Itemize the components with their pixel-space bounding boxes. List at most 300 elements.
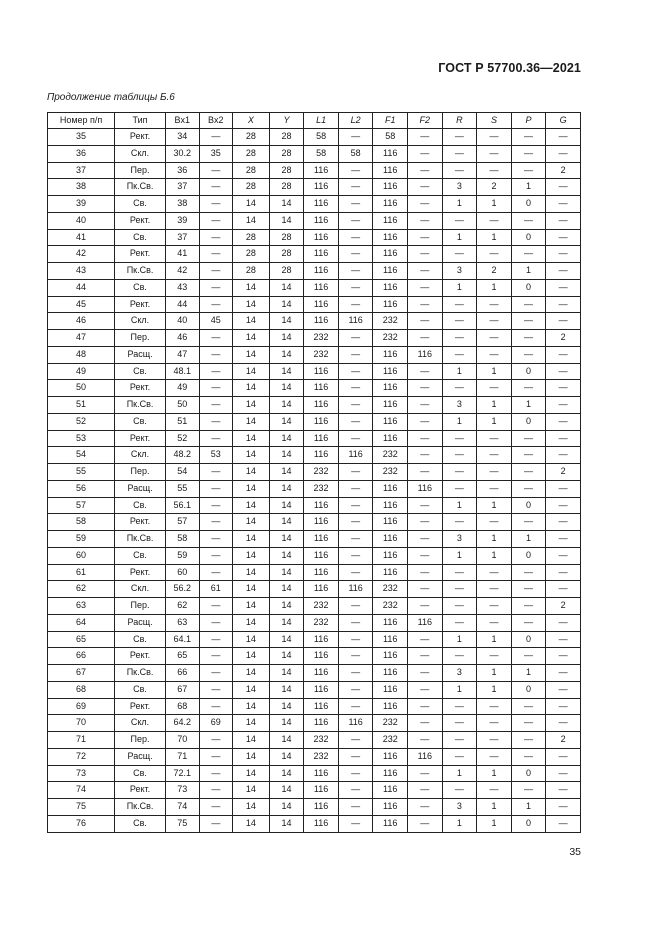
table-cell: — xyxy=(408,681,443,698)
table-cell: 76 xyxy=(48,815,115,832)
table-row xyxy=(48,748,581,765)
table-cell: 50 xyxy=(48,380,115,397)
table-cell: — xyxy=(199,782,233,799)
table-cell: 14 xyxy=(269,296,304,313)
table-cell: — xyxy=(511,464,546,481)
table-cell: — xyxy=(511,246,546,263)
table-cell: — xyxy=(477,380,512,397)
table-cell: — xyxy=(338,380,373,397)
table-cell: 116 xyxy=(373,480,408,497)
table-cell: 232 xyxy=(304,614,339,631)
table-cell: — xyxy=(338,782,373,799)
table-cell: 116 xyxy=(373,279,408,296)
table-cell: Св. xyxy=(115,547,166,564)
table-cell: 116 xyxy=(304,380,339,397)
table-cell: — xyxy=(477,581,512,598)
table-cell: — xyxy=(338,162,373,179)
table-cell: — xyxy=(477,564,512,581)
table-cell: — xyxy=(477,145,512,162)
column-header: L1 xyxy=(304,113,339,129)
table-cell: 14 xyxy=(269,665,304,682)
table-cell: — xyxy=(408,765,443,782)
table-cell: — xyxy=(338,330,373,347)
table-cell: — xyxy=(338,748,373,765)
table-cell: Пк.Св. xyxy=(115,179,166,196)
table-cell: — xyxy=(442,212,477,229)
data-table xyxy=(47,112,581,833)
column-header: Тип xyxy=(115,113,166,129)
table-cell: — xyxy=(442,782,477,799)
table-cell: 75 xyxy=(165,815,199,832)
table-cell: 36 xyxy=(165,162,199,179)
table-cell: 69 xyxy=(48,698,115,715)
table-row xyxy=(48,279,581,296)
table-cell: — xyxy=(408,179,443,196)
table-cell: 56.2 xyxy=(165,581,199,598)
table-cell: 37 xyxy=(48,162,115,179)
table-cell: 14 xyxy=(269,614,304,631)
table-cell: 116 xyxy=(304,631,339,648)
table-cell: — xyxy=(408,330,443,347)
table-cell: 58 xyxy=(165,531,199,548)
table-cell: — xyxy=(408,363,443,380)
table-cell: 116 xyxy=(373,397,408,414)
table-cell: — xyxy=(477,346,512,363)
table-cell: 14 xyxy=(269,363,304,380)
table-cell: — xyxy=(199,480,233,497)
table-cell: 3 xyxy=(442,263,477,280)
table-cell: 28 xyxy=(233,229,270,246)
table-cell: 116 xyxy=(304,196,339,213)
table-cell: Скл. xyxy=(115,145,166,162)
table-cell: Св. xyxy=(115,196,166,213)
table-cell: — xyxy=(442,313,477,330)
table-cell: — xyxy=(477,464,512,481)
table-cell: — xyxy=(546,380,581,397)
table-cell: — xyxy=(408,715,443,732)
table-cell: 14 xyxy=(233,447,270,464)
table-cell: — xyxy=(338,129,373,146)
table-cell: 54 xyxy=(48,447,115,464)
table-cell: 35 xyxy=(48,129,115,146)
table-cell: 232 xyxy=(373,581,408,598)
table-cell: Рект. xyxy=(115,564,166,581)
table-cell: — xyxy=(442,715,477,732)
table-cell: 14 xyxy=(269,547,304,564)
table-row xyxy=(48,531,581,548)
column-header: Y xyxy=(269,113,304,129)
table-cell: — xyxy=(408,598,443,615)
table-cell: 72.1 xyxy=(165,765,199,782)
table-cell: Расщ. xyxy=(115,346,166,363)
table-cell: — xyxy=(338,631,373,648)
table-cell: 232 xyxy=(304,330,339,347)
table-cell: Св. xyxy=(115,765,166,782)
table-cell: 14 xyxy=(233,732,270,749)
table-cell: 14 xyxy=(269,413,304,430)
table-cell: — xyxy=(477,447,512,464)
table-cell: 116 xyxy=(304,413,339,430)
table-cell: — xyxy=(442,648,477,665)
table-row xyxy=(48,681,581,698)
table-row xyxy=(48,598,581,615)
table-row xyxy=(48,380,581,397)
table-cell: 14 xyxy=(269,815,304,832)
table-cell: 116 xyxy=(304,212,339,229)
table-cell: — xyxy=(546,514,581,531)
table-cell: — xyxy=(338,212,373,229)
table-cell: 116 xyxy=(373,782,408,799)
table-cell: 48.1 xyxy=(165,363,199,380)
table-row xyxy=(48,514,581,531)
table-cell: Св. xyxy=(115,497,166,514)
column-header: P xyxy=(511,113,546,129)
table-cell: 2 xyxy=(546,162,581,179)
table-cell: — xyxy=(199,748,233,765)
table-cell: — xyxy=(477,330,512,347)
table-cell: — xyxy=(511,480,546,497)
table-cell: 28 xyxy=(269,263,304,280)
table-cell: 14 xyxy=(269,581,304,598)
table-cell: — xyxy=(338,648,373,665)
table-cell: 116 xyxy=(304,263,339,280)
table-cell: 1 xyxy=(477,665,512,682)
table-cell: 28 xyxy=(269,129,304,146)
table-cell: 45 xyxy=(48,296,115,313)
table-row xyxy=(48,698,581,715)
table-cell: — xyxy=(408,497,443,514)
table-cell: 56.1 xyxy=(165,497,199,514)
table-cell: — xyxy=(546,648,581,665)
table-cell: — xyxy=(338,346,373,363)
table-cell: 57 xyxy=(48,497,115,514)
table-cell: — xyxy=(199,162,233,179)
table-cell: 59 xyxy=(165,547,199,564)
table-cell: 116 xyxy=(373,648,408,665)
table-cell: 116 xyxy=(408,614,443,631)
table-cell: — xyxy=(408,631,443,648)
table-cell: 116 xyxy=(373,564,408,581)
table-cell: 28 xyxy=(233,263,270,280)
table-cell: 1 xyxy=(511,263,546,280)
table-cell: — xyxy=(477,715,512,732)
table-cell: — xyxy=(442,380,477,397)
table-cell: 73 xyxy=(48,765,115,782)
table-cell: 2 xyxy=(477,263,512,280)
table-cell: — xyxy=(199,229,233,246)
table-cell: 28 xyxy=(269,162,304,179)
table-cell: 1 xyxy=(477,196,512,213)
table-cell: 14 xyxy=(233,782,270,799)
table-cell: — xyxy=(546,430,581,447)
table-cell: 0 xyxy=(511,497,546,514)
table-cell: — xyxy=(338,765,373,782)
table-cell: 74 xyxy=(165,799,199,816)
table-cell: Рект. xyxy=(115,296,166,313)
table-cell: — xyxy=(477,129,512,146)
table-cell: — xyxy=(442,732,477,749)
table-cell: 60 xyxy=(165,564,199,581)
table-cell: 55 xyxy=(48,464,115,481)
table-cell: 28 xyxy=(233,246,270,263)
table-cell: — xyxy=(408,531,443,548)
table-cell: 116 xyxy=(304,397,339,414)
table-cell: — xyxy=(199,631,233,648)
table-cell: — xyxy=(546,313,581,330)
table-cell: — xyxy=(511,212,546,229)
table-cell: 232 xyxy=(373,732,408,749)
table-row xyxy=(48,765,581,782)
table-cell: — xyxy=(442,346,477,363)
table-cell: 14 xyxy=(233,397,270,414)
table-cell: — xyxy=(477,748,512,765)
table-cell: — xyxy=(477,296,512,313)
table-row xyxy=(48,346,581,363)
table-cell: — xyxy=(338,614,373,631)
table-cell: 14 xyxy=(233,346,270,363)
table-cell: 14 xyxy=(233,564,270,581)
table-cell: 62 xyxy=(48,581,115,598)
table-cell: 67 xyxy=(48,665,115,682)
table-cell: — xyxy=(511,732,546,749)
table-cell: 1 xyxy=(477,531,512,548)
table-cell: — xyxy=(546,581,581,598)
table-cell: 14 xyxy=(233,430,270,447)
table-row xyxy=(48,732,581,749)
table-cell: 116 xyxy=(373,212,408,229)
table-cell: 2 xyxy=(546,330,581,347)
table-cell: Св. xyxy=(115,229,166,246)
table-cell: — xyxy=(199,765,233,782)
table-cell: 14 xyxy=(233,279,270,296)
table-cell: Пер. xyxy=(115,732,166,749)
document-code: ГОСТ Р 57700.36—2021 xyxy=(438,61,581,75)
table-cell: 14 xyxy=(269,564,304,581)
table-cell: 2 xyxy=(546,732,581,749)
table-cell: Рект. xyxy=(115,212,166,229)
table-cell: — xyxy=(199,614,233,631)
table-cell: 1 xyxy=(477,363,512,380)
table-cell: Рект. xyxy=(115,514,166,531)
table-cell: 58 xyxy=(304,145,339,162)
table-cell: 75 xyxy=(48,799,115,816)
table-cell: 116 xyxy=(304,782,339,799)
table-cell: — xyxy=(338,497,373,514)
table-cell: — xyxy=(546,782,581,799)
table-cell: — xyxy=(546,363,581,380)
table-cell: 0 xyxy=(511,815,546,832)
table-cell: 48 xyxy=(48,346,115,363)
table-cell: — xyxy=(338,296,373,313)
table-row xyxy=(48,246,581,263)
table-cell: 3 xyxy=(442,665,477,682)
table-cell: — xyxy=(338,229,373,246)
table-row xyxy=(48,614,581,631)
table-cell: — xyxy=(199,698,233,715)
table-row xyxy=(48,397,581,414)
table-cell: 14 xyxy=(269,447,304,464)
table-cell: 1 xyxy=(477,799,512,816)
table-cell: 49 xyxy=(165,380,199,397)
table-cell: — xyxy=(199,279,233,296)
table-cell: Рект. xyxy=(115,648,166,665)
table-cell: 28 xyxy=(233,162,270,179)
table-cell: — xyxy=(511,145,546,162)
table-cell: 116 xyxy=(373,430,408,447)
column-header: G xyxy=(546,113,581,129)
table-cell: — xyxy=(546,497,581,514)
table-cell: 28 xyxy=(233,145,270,162)
table-row xyxy=(48,480,581,497)
table-cell: 28 xyxy=(269,145,304,162)
table-cell: 1 xyxy=(511,531,546,548)
table-cell: 46 xyxy=(48,313,115,330)
table-cell: — xyxy=(408,698,443,715)
column-header: S xyxy=(477,113,512,129)
table-cell: — xyxy=(408,547,443,564)
table-cell: 116 xyxy=(304,497,339,514)
table-cell: — xyxy=(408,162,443,179)
table-cell: 70 xyxy=(48,715,115,732)
table-cell: — xyxy=(511,648,546,665)
table-cell: 68 xyxy=(48,681,115,698)
table-cell: 37 xyxy=(165,179,199,196)
table-cell: 116 xyxy=(408,346,443,363)
table-cell: 116 xyxy=(304,514,339,531)
table-cell: — xyxy=(338,547,373,564)
table-cell: — xyxy=(199,246,233,263)
table-cell: Рект. xyxy=(115,380,166,397)
table-cell: — xyxy=(442,246,477,263)
table-cell: Расщ. xyxy=(115,614,166,631)
table-cell: 64.2 xyxy=(165,715,199,732)
table-cell: 116 xyxy=(304,279,339,296)
table-cell: 1 xyxy=(442,196,477,213)
table-cell: Скл. xyxy=(115,581,166,598)
table-cell: — xyxy=(546,346,581,363)
table-cell: 49 xyxy=(48,363,115,380)
table-cell: 66 xyxy=(165,665,199,682)
table-cell: 53 xyxy=(199,447,233,464)
table-row xyxy=(48,631,581,648)
table-cell: — xyxy=(199,129,233,146)
column-header: F1 xyxy=(373,113,408,129)
table-cell: 58 xyxy=(338,145,373,162)
table-cell: 69 xyxy=(199,715,233,732)
table-cell: 1 xyxy=(442,765,477,782)
table-cell: Св. xyxy=(115,815,166,832)
table-cell: 14 xyxy=(233,330,270,347)
table-cell: 116 xyxy=(304,581,339,598)
table-cell: 1 xyxy=(477,397,512,414)
table-cell: 14 xyxy=(233,480,270,497)
table-cell: — xyxy=(442,145,477,162)
table-cell: 116 xyxy=(304,698,339,715)
table-cell: — xyxy=(199,196,233,213)
table-cell: — xyxy=(546,547,581,564)
table-cell: 62 xyxy=(165,598,199,615)
table-cell: — xyxy=(546,246,581,263)
table-cell: 116 xyxy=(304,179,339,196)
table-cell: 116 xyxy=(373,363,408,380)
table-cell: 1 xyxy=(442,363,477,380)
table-cell: 38 xyxy=(48,179,115,196)
table-row xyxy=(48,212,581,229)
table-cell: 44 xyxy=(165,296,199,313)
table-cell: — xyxy=(338,598,373,615)
table-cell: — xyxy=(199,531,233,548)
table-cell: 116 xyxy=(304,531,339,548)
table-cell: 56 xyxy=(48,480,115,497)
table-cell: — xyxy=(408,246,443,263)
table-cell: — xyxy=(408,380,443,397)
table-cell: Пер. xyxy=(115,598,166,615)
table-cell: 116 xyxy=(304,547,339,564)
table-cell: — xyxy=(408,229,443,246)
table-cell: 232 xyxy=(304,346,339,363)
table-cell: 232 xyxy=(373,313,408,330)
table-cell: 14 xyxy=(233,380,270,397)
table-cell: 0 xyxy=(511,363,546,380)
table-cell: 116 xyxy=(304,447,339,464)
table-cell: — xyxy=(338,397,373,414)
table-cell: 14 xyxy=(233,715,270,732)
table-cell: — xyxy=(199,330,233,347)
table-row xyxy=(48,196,581,213)
column-header: Номер п/п xyxy=(48,113,115,129)
table-row xyxy=(48,564,581,581)
table-cell: 14 xyxy=(233,212,270,229)
table-cell: — xyxy=(477,162,512,179)
table-cell: 14 xyxy=(269,514,304,531)
table-cell: 14 xyxy=(269,765,304,782)
table-cell: 46 xyxy=(165,330,199,347)
table-cell: 14 xyxy=(233,413,270,430)
table-cell: — xyxy=(511,715,546,732)
table-cell: 1 xyxy=(477,765,512,782)
table-cell: — xyxy=(338,196,373,213)
table-cell: — xyxy=(442,581,477,598)
table-cell: 71 xyxy=(48,732,115,749)
table-cell: — xyxy=(546,815,581,832)
table-cell: 1 xyxy=(511,799,546,816)
table-cell: — xyxy=(442,447,477,464)
table-cell: — xyxy=(199,665,233,682)
table-cell: — xyxy=(477,648,512,665)
table-cell: 14 xyxy=(233,614,270,631)
table-cell: — xyxy=(546,765,581,782)
table-cell: 232 xyxy=(304,480,339,497)
table-cell: 38 xyxy=(165,196,199,213)
table-cell: — xyxy=(442,464,477,481)
table-cell: 14 xyxy=(233,665,270,682)
table-cell: 68 xyxy=(165,698,199,715)
table-cell: Рект. xyxy=(115,698,166,715)
table-cell: — xyxy=(199,363,233,380)
table-cell: — xyxy=(199,413,233,430)
table-cell: 1 xyxy=(477,681,512,698)
table-cell: — xyxy=(408,665,443,682)
table-cell: Пк.Св. xyxy=(115,665,166,682)
table-cell: 3 xyxy=(442,397,477,414)
table-cell: 73 xyxy=(165,782,199,799)
table-cell: — xyxy=(408,129,443,146)
table-cell: — xyxy=(511,581,546,598)
table-cell: 72 xyxy=(48,748,115,765)
table-cell: — xyxy=(199,815,233,832)
table-cell: 14 xyxy=(269,346,304,363)
table-cell: 1 xyxy=(442,279,477,296)
